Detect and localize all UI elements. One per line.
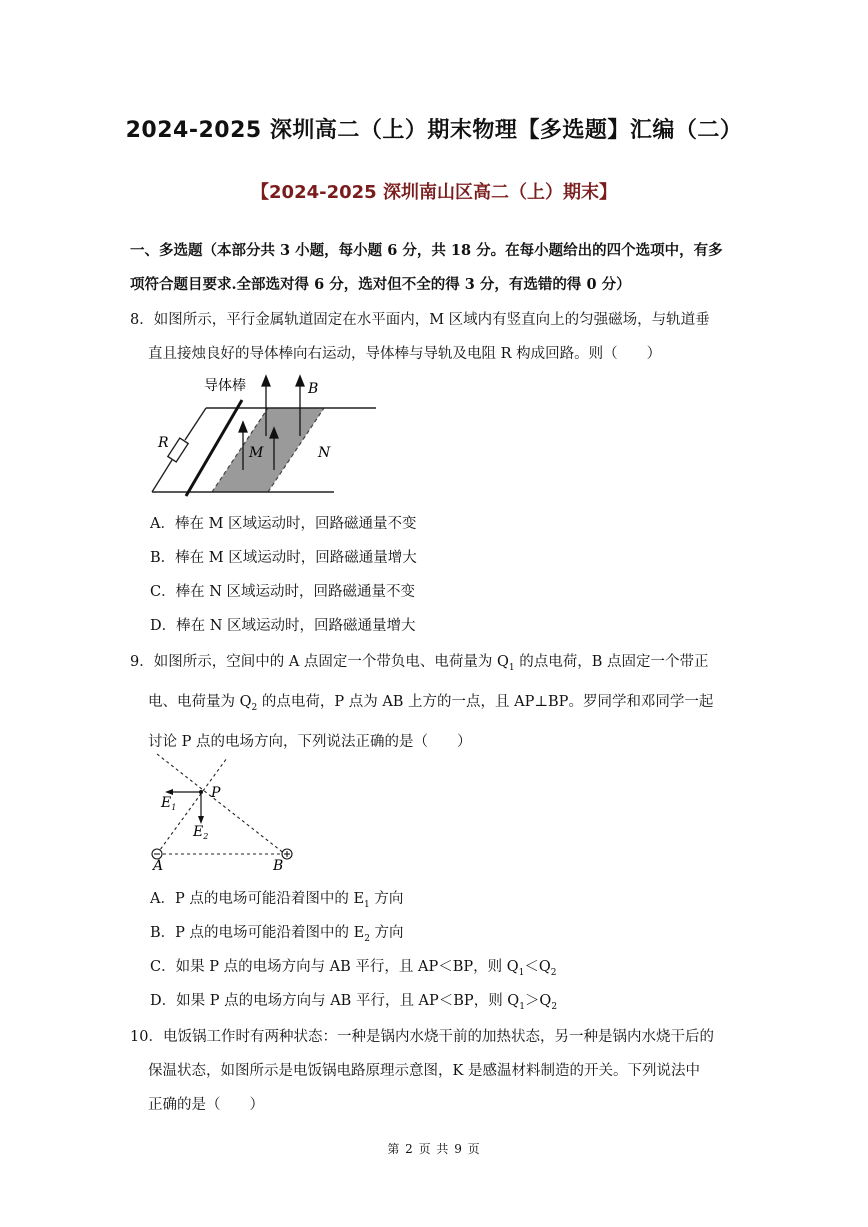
q8-b-label: B xyxy=(308,381,319,397)
q9-a-label: A xyxy=(153,858,164,874)
q8-line-1: 8．如图所示，平行金属轨道固定在水平面内，M 区域内有竖直向上的匀强磁场，与轨道垂 xyxy=(130,312,710,328)
q10-line-3: 正确的是（ ） xyxy=(148,1097,264,1113)
q9-line-2: 电、电荷量为 $Q_2$ 的点电荷，P 点为 AB 上方的一点，且 AP⊥BP。罗同学和邓同学一起 xyxy=(148,693,714,713)
question-8 xyxy=(130,303,750,371)
q9-option-d: D．如果 P 点的电场方向与 AB 平行，且 AP＜BP，则 $Q_1>Q_2$ xyxy=(150,993,558,1012)
q9-e1-label: $E_1$ xyxy=(161,795,177,812)
q9-p-label: P xyxy=(211,785,221,801)
q9-line-3: 讨论 P 点的电场方向，下列说法正确的是（ ） xyxy=(148,733,472,750)
instructions xyxy=(130,234,750,302)
q8-rod-label: 导体棒 xyxy=(204,378,246,394)
q8-m-label: M xyxy=(249,445,264,461)
q9-point-p xyxy=(199,790,203,794)
question-9 xyxy=(130,645,750,759)
instructions-line-1: 一、多选题（本部分共 3 小题，每小题 6 分，共 18 分。在每小题给出的四个选项中，有多 xyxy=(130,242,723,259)
q8-option-d: D．棒在 N 区域运动时，回路磁通量增大 xyxy=(150,618,416,634)
q8-resistor xyxy=(168,438,188,462)
q9-option-c: C．如果 P 点的电场方向与 AB 平行，且 AP＜BP，则 $Q_1<Q_2$ xyxy=(150,959,557,978)
q9-e2-label: $E_2$ xyxy=(193,824,209,841)
q9-b-label: B xyxy=(273,858,284,874)
q10-line-1: 10．电饭锅工作时有两种状态：一种是锅内水烧干前的加热状态，另一种是锅内水烧干后的 xyxy=(130,1029,714,1045)
q9-line-1: 9．如图所示，空间中的 A 点固定一个带负电、电荷量为 $Q_1$ 的点电荷，B 点固定一个带正 xyxy=(130,654,709,673)
page-footer: 第 2 页 共 9 页 xyxy=(387,1142,481,1156)
q8-n-label: N xyxy=(318,445,331,461)
q8-option-b: B．棒在 M 区域运动时，回路磁通量增大 xyxy=(150,550,417,566)
section-title: 【2024-2025 深圳南山区高二（上）期末】 xyxy=(251,182,617,203)
q8-line-2: 直且接烛良好的导体棒向右运动，导体棒与导轨及电阻 R 构成回路。则（ ） xyxy=(148,346,662,362)
instructions-line-2: 项符合题目要求.全部选对得 6 分，选对但不全的得 3 分，有选错的得 0 分） xyxy=(130,276,631,293)
q9-option-b: B．P 点的电场可能沿着图中的 $E_2$ 方向 xyxy=(150,925,404,944)
q10-line-2: 保温状态，如图所示是电饭锅电路原理示意图，K 是感温材料制造的开关。下列说法中 xyxy=(148,1063,700,1079)
q8-figure xyxy=(150,372,382,500)
q8-option-c: C．棒在 N 区域运动时，回路磁通量不变 xyxy=(150,584,415,600)
q9-option-a: A．P 点的电场可能沿着图中的 $E_1$ 方向 xyxy=(150,891,404,910)
q8-r-label: R xyxy=(158,435,169,451)
q9-figure xyxy=(145,750,300,875)
question-10 xyxy=(130,1020,750,1122)
page-title: 2024-2025 深圳高二（上）期末物理【多选题】汇编（二） xyxy=(125,118,743,143)
q8-option-a: A．棒在 M 区域运动时，回路磁通量不变 xyxy=(150,516,417,532)
